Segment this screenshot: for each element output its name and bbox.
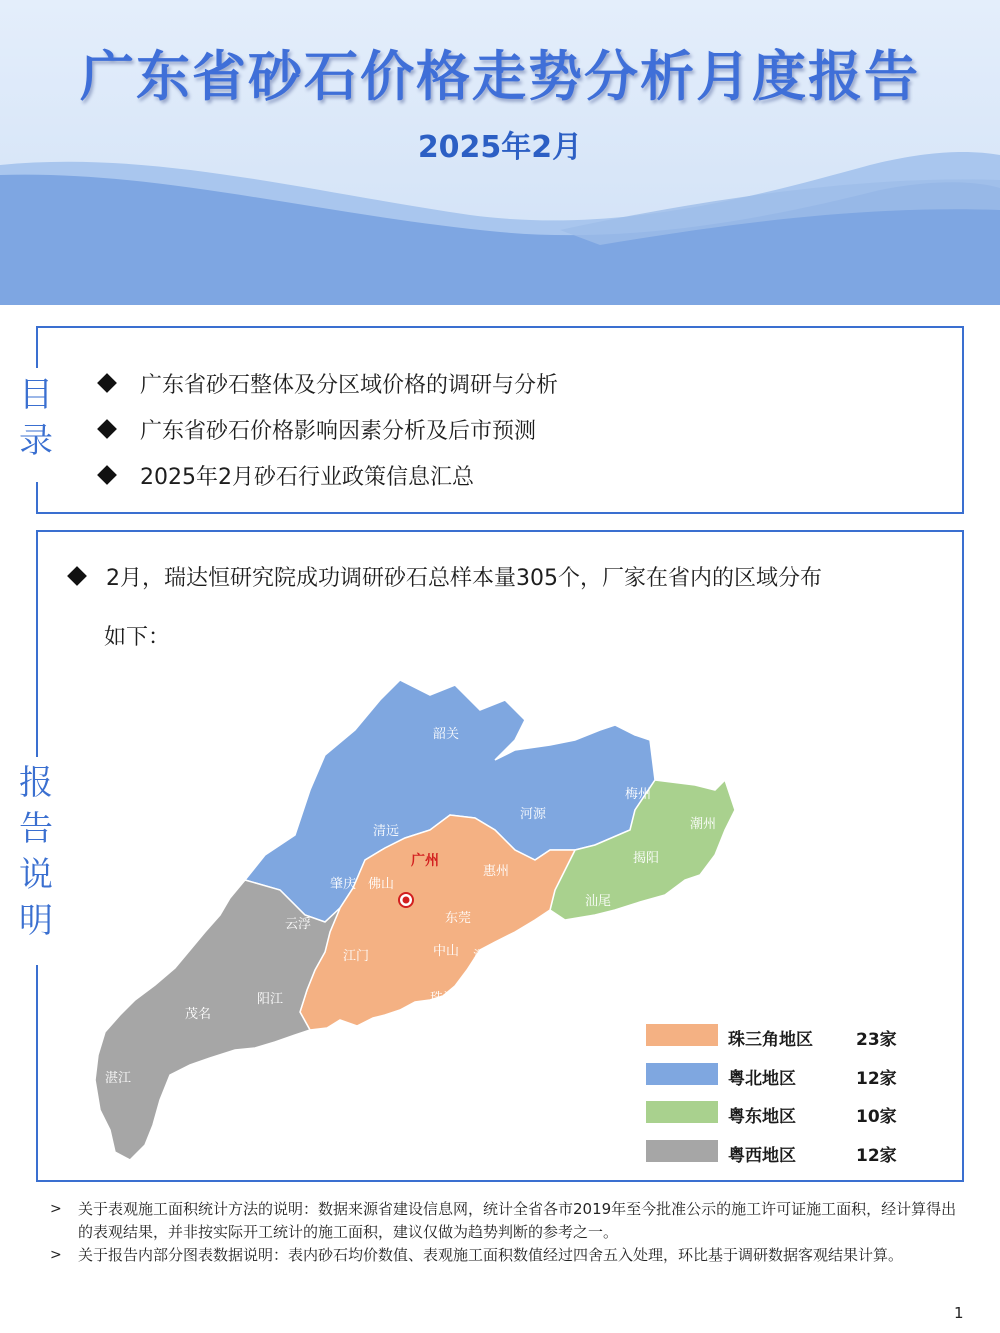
legend-region-name: 粤东地区 <box>728 1107 796 1127</box>
city-label-huizhou: 惠州 <box>483 864 510 879</box>
footnote-item <box>48 1244 958 1267</box>
city-label-zhuhai: 珠海 <box>430 991 457 1006</box>
legend-swatch <box>646 1024 718 1046</box>
footnote-item <box>48 1198 958 1244</box>
toc-list <box>96 360 558 498</box>
intro-text-line1: 2月，瑞达恒研究院成功调研砂石总样本量305个，厂家在省内的区域分布 <box>106 565 822 591</box>
legend-item <box>646 1024 906 1050</box>
city-label-zhongshan: 中山 <box>433 944 460 959</box>
toc-item-label: 2025年2月砂石行业政策信息汇总 <box>140 464 474 490</box>
city-label-yangjiang: 阳江 <box>257 992 284 1007</box>
footnotes <box>48 1198 958 1267</box>
city-label-zhanjiang: 湛江 <box>105 1071 132 1086</box>
legend-region-name: 珠三角地区 <box>728 1030 813 1050</box>
toc-item[interactable] <box>96 406 558 452</box>
city-label-jieyang: 揭阳 <box>633 851 660 866</box>
city-label-shaoguan: 韶关 <box>433 727 460 742</box>
report-date: 2025年2月 <box>417 130 583 165</box>
legend-region-name: 粤西地区 <box>728 1146 796 1166</box>
city-label-zhaoqing: 肇庆 <box>330 877 357 892</box>
report-label-char: 说 <box>19 855 53 895</box>
toc-item[interactable] <box>96 452 558 498</box>
city-label-shanwei: 汕尾 <box>585 894 612 909</box>
footnote-text: 关于表观施工面积统计方法的说明：数据来源省建设信息网，统计全省各市2019年至今批准公示的施工许可证施工面积，经计算得出的表观结果，并非按实际开工统计的施工面积，建议仅做为趋势判断的参考之一。 <box>78 1200 957 1241</box>
arrow-bullet-icon: > <box>50 1247 62 1263</box>
city-label-qingyuan: 清远 <box>373 824 400 839</box>
diamond-bullet-icon <box>97 373 117 393</box>
city-label-dongguan: 东莞 <box>445 911 472 926</box>
page-number: 1 <box>954 1304 964 1322</box>
report-label-char: 告 <box>19 809 53 849</box>
city-label-heyuan: 河源 <box>520 807 547 822</box>
legend-swatch <box>646 1063 718 1085</box>
toc-item[interactable] <box>96 360 558 406</box>
toc-label-char: 录 <box>19 421 53 461</box>
guangdong-region-map <box>95 670 737 1170</box>
toc-label <box>16 372 56 464</box>
legend-swatch <box>646 1101 718 1123</box>
city-label-shenzhen: 深圳 <box>473 949 500 964</box>
report-label-char: 报 <box>19 763 53 803</box>
diamond-bullet-icon <box>97 465 117 485</box>
city-label-guangzhou: 广州 <box>411 853 439 869</box>
report-title: 广东省砂石价格走势分析月度报告 <box>80 45 920 108</box>
legend-count: 10家 <box>856 1107 897 1127</box>
legend-item <box>646 1101 906 1127</box>
legend-item <box>646 1063 906 1089</box>
report-label <box>16 760 56 944</box>
city-label-shantou: 汕头 <box>710 869 737 884</box>
toc-item-label: 广东省砂石价格影响因素分析及后市预测 <box>140 418 537 444</box>
legend-item <box>646 1140 906 1166</box>
legend-count: 23家 <box>856 1030 897 1050</box>
city-label-yunfu: 云浮 <box>285 917 312 932</box>
report-label-char: 明 <box>19 901 53 941</box>
legend-region-name: 粤北地区 <box>728 1069 796 1089</box>
city-label-foshan: 佛山 <box>368 877 395 892</box>
header-banner <box>0 0 1000 305</box>
intro-text-line2: 如下： <box>104 625 171 650</box>
legend-swatch <box>646 1140 718 1162</box>
legend-count: 12家 <box>856 1069 897 1089</box>
footnote-text: 关于报告内部分图表数据说明：表内砂石均价数值、表观施工面积数值经过四舍五入处理，环比基于调研数据客观结果计算。 <box>78 1246 904 1264</box>
guangzhou-dot-icon <box>403 897 410 904</box>
toc-label-char: 目 <box>19 375 53 415</box>
legend-count: 12家 <box>856 1146 897 1166</box>
city-label-meizhou: 梅州 <box>625 787 652 802</box>
report-intro <box>66 556 946 650</box>
city-label-maoming: 茂名 <box>185 1007 212 1022</box>
diamond-bullet-icon <box>97 419 117 439</box>
toc-item-label: 广东省砂石整体及分区域价格的调研与分析 <box>140 372 559 398</box>
city-label-jiangmen: 江门 <box>343 949 370 964</box>
arrow-bullet-icon: > <box>50 1201 62 1217</box>
diamond-bullet-icon <box>67 566 87 586</box>
city-label-chaozhou: 潮州 <box>690 817 717 832</box>
